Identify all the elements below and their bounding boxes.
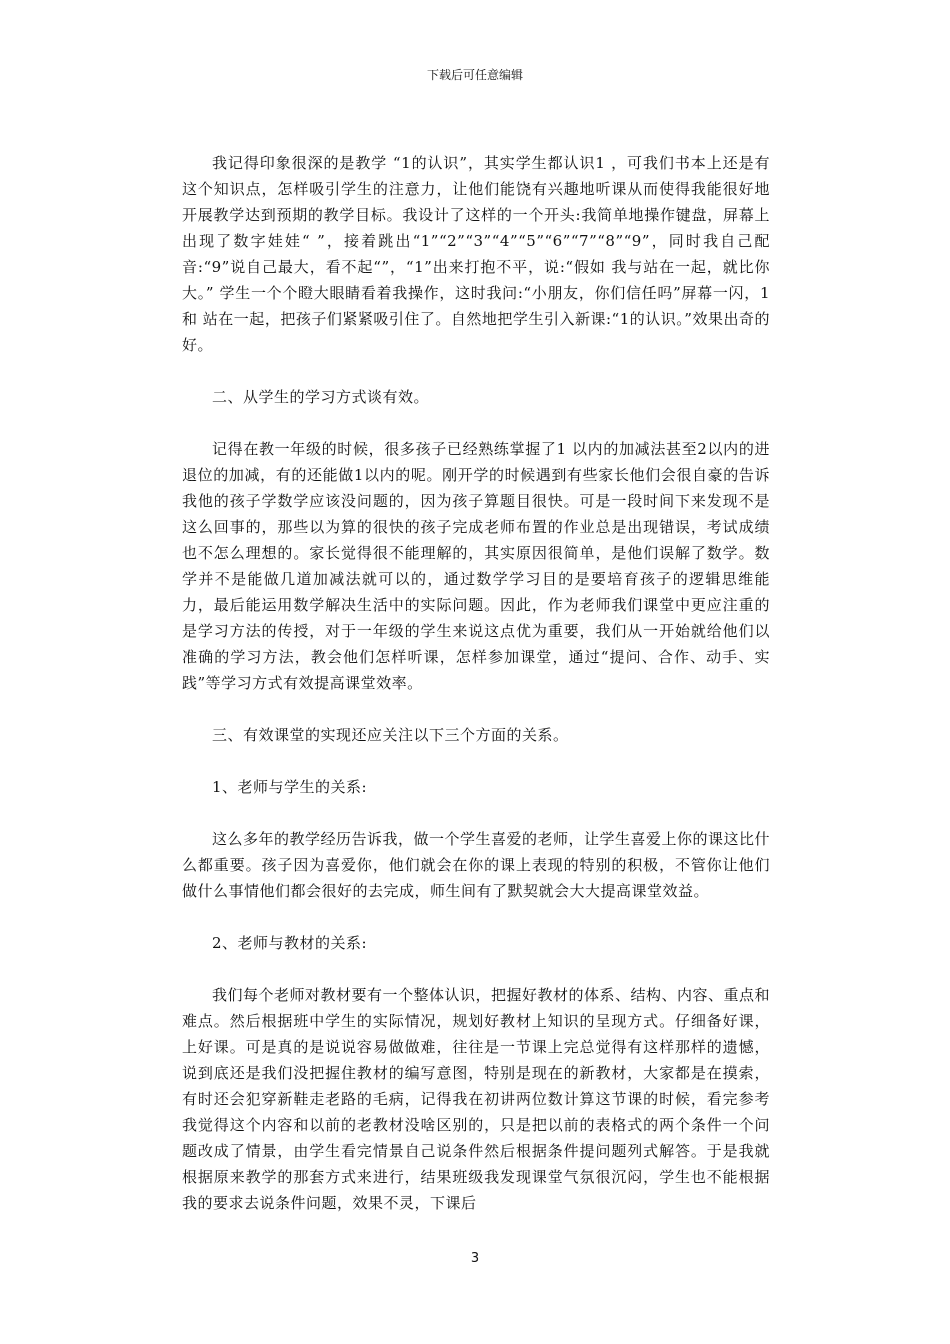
paragraph-gap	[182, 696, 770, 722]
document-body	[182, 150, 770, 1216]
paragraph-gap	[182, 358, 770, 384]
paragraph-gap	[182, 748, 770, 774]
paragraph-gap	[182, 904, 770, 930]
paragraph-gap	[182, 956, 770, 982]
section-heading-learning-style: 二、从学生的学习方式谈有效。	[212, 388, 430, 406]
paragraph-teacher-textbook: 我们每个老师对教材要有一个整体认识，把握好教材的体系、结构、内容、重点和难点。然后根据班中学生的实际情况，规划好教材上知识的呈现方式。仔细备好课，上好课。可是真的是说说容易做做难，往往是一节课上完总觉得有这样那样的遗憾，说到底还是我们没把握住教材的编写意图，特别是现在的新教材，大家都是在摸索，有时还会犯穿新鞋走老路的毛病，记得我在初讲两位数计算这节课的时候，看完参考我觉得这个内容和以前的老教材没啥区别的，只是把以前的表格式的两个条件一个问题改成了情景，由学生看完情景自己说条件然后根据条件提问题列式解答。于是我就根据原来教学的那套方式来进行，结果班级我发现课堂气氛很沉闷，学生也不能根据我的要求去说条件问题，效果不灵，下课后	[182, 986, 771, 1212]
paragraph-number-one-lesson: 我记得印象很深的是教学 “1的认识”，其实学生都认识1 ，可我们书本上还是有这个知识点，怎样吸引学生的注意力，让他们能饶有兴趣地听课从而使得我能很好地开展教学达到预期的教学目标。我设计了这样的一个开头:我简单地操作键盘，屏幕上出现了数字娃娃“ ”，接着跳出“1”“2”“3”“4”“5”“6”“7”“8”“9”，同时我自己配音:“9”说自己最大，看不起“”，“1”出来打抱不平，说:“假如 我与站在一起，就比你大。” 学生一个个瞪大眼睛看着我操作，这时我问:“小朋友，你们信任吗”屏幕一闪，1和 站在一起，把孩子们紧紧吸引住了。自然地把学生引入新课:“1的认识。”效果出奇的好。	[182, 154, 770, 354]
page-number: 3	[470, 1251, 480, 1266]
section-heading-effective-class: 三、有效课堂的实现还应关注以下三个方面的关系。	[212, 726, 569, 744]
subheading-teacher-student: 1、老师与学生的关系:	[212, 778, 368, 796]
paragraph-gap	[182, 410, 770, 436]
subheading-teacher-textbook: 2、老师与教材的关系:	[212, 934, 368, 952]
paragraph-teacher-student: 这么多年的教学经历告诉我，做一个学生喜爱的老师，让学生喜爱上你的课这比什么都重要。孩子因为喜爱你，他们就会在你的课上表现的特别的积极，不管你让他们做什么事情他们都会很好的去完成，师生间有了默契就会大大提高课堂效益。	[182, 830, 771, 900]
paragraph-gap	[182, 800, 770, 826]
paragraph-first-grade: 记得在教一年级的时候，很多孩子已经熟练掌握了1 以内的加减法甚至2以内的进退位的加减，有的还能做1以内的呢。刚开学的时候遇到有些家长他们会很自豪的告诉我他的孩子学数学应该没问题的，因为孩子算题目很快。可是一段时间下来发现不是这么回事的，那些以为算的很快的孩子完成老师布置的作业总是出现错误，考试成绩也不怎么理想的。家长觉得很不能理解的，其实原因很简单，是他们误解了数学。数学并不是能做几道加减法就可以的，通过数学学习目的是要培育孩子的逻辑思维能力，最后能运用数学解决生活中的实际问题。因此，作为老师我们课堂中更应注重的是学习方法的传授，对于一年级的学生来说这点优为重要，我们从一开始就给他们以准确的学习方法，教会他们怎样听课，怎样参加课堂，通过“提问、合作、动手、实践”等学习方式有效提高课堂效率。	[182, 440, 770, 692]
page-header: 下载后可任意编辑	[426, 68, 523, 82]
